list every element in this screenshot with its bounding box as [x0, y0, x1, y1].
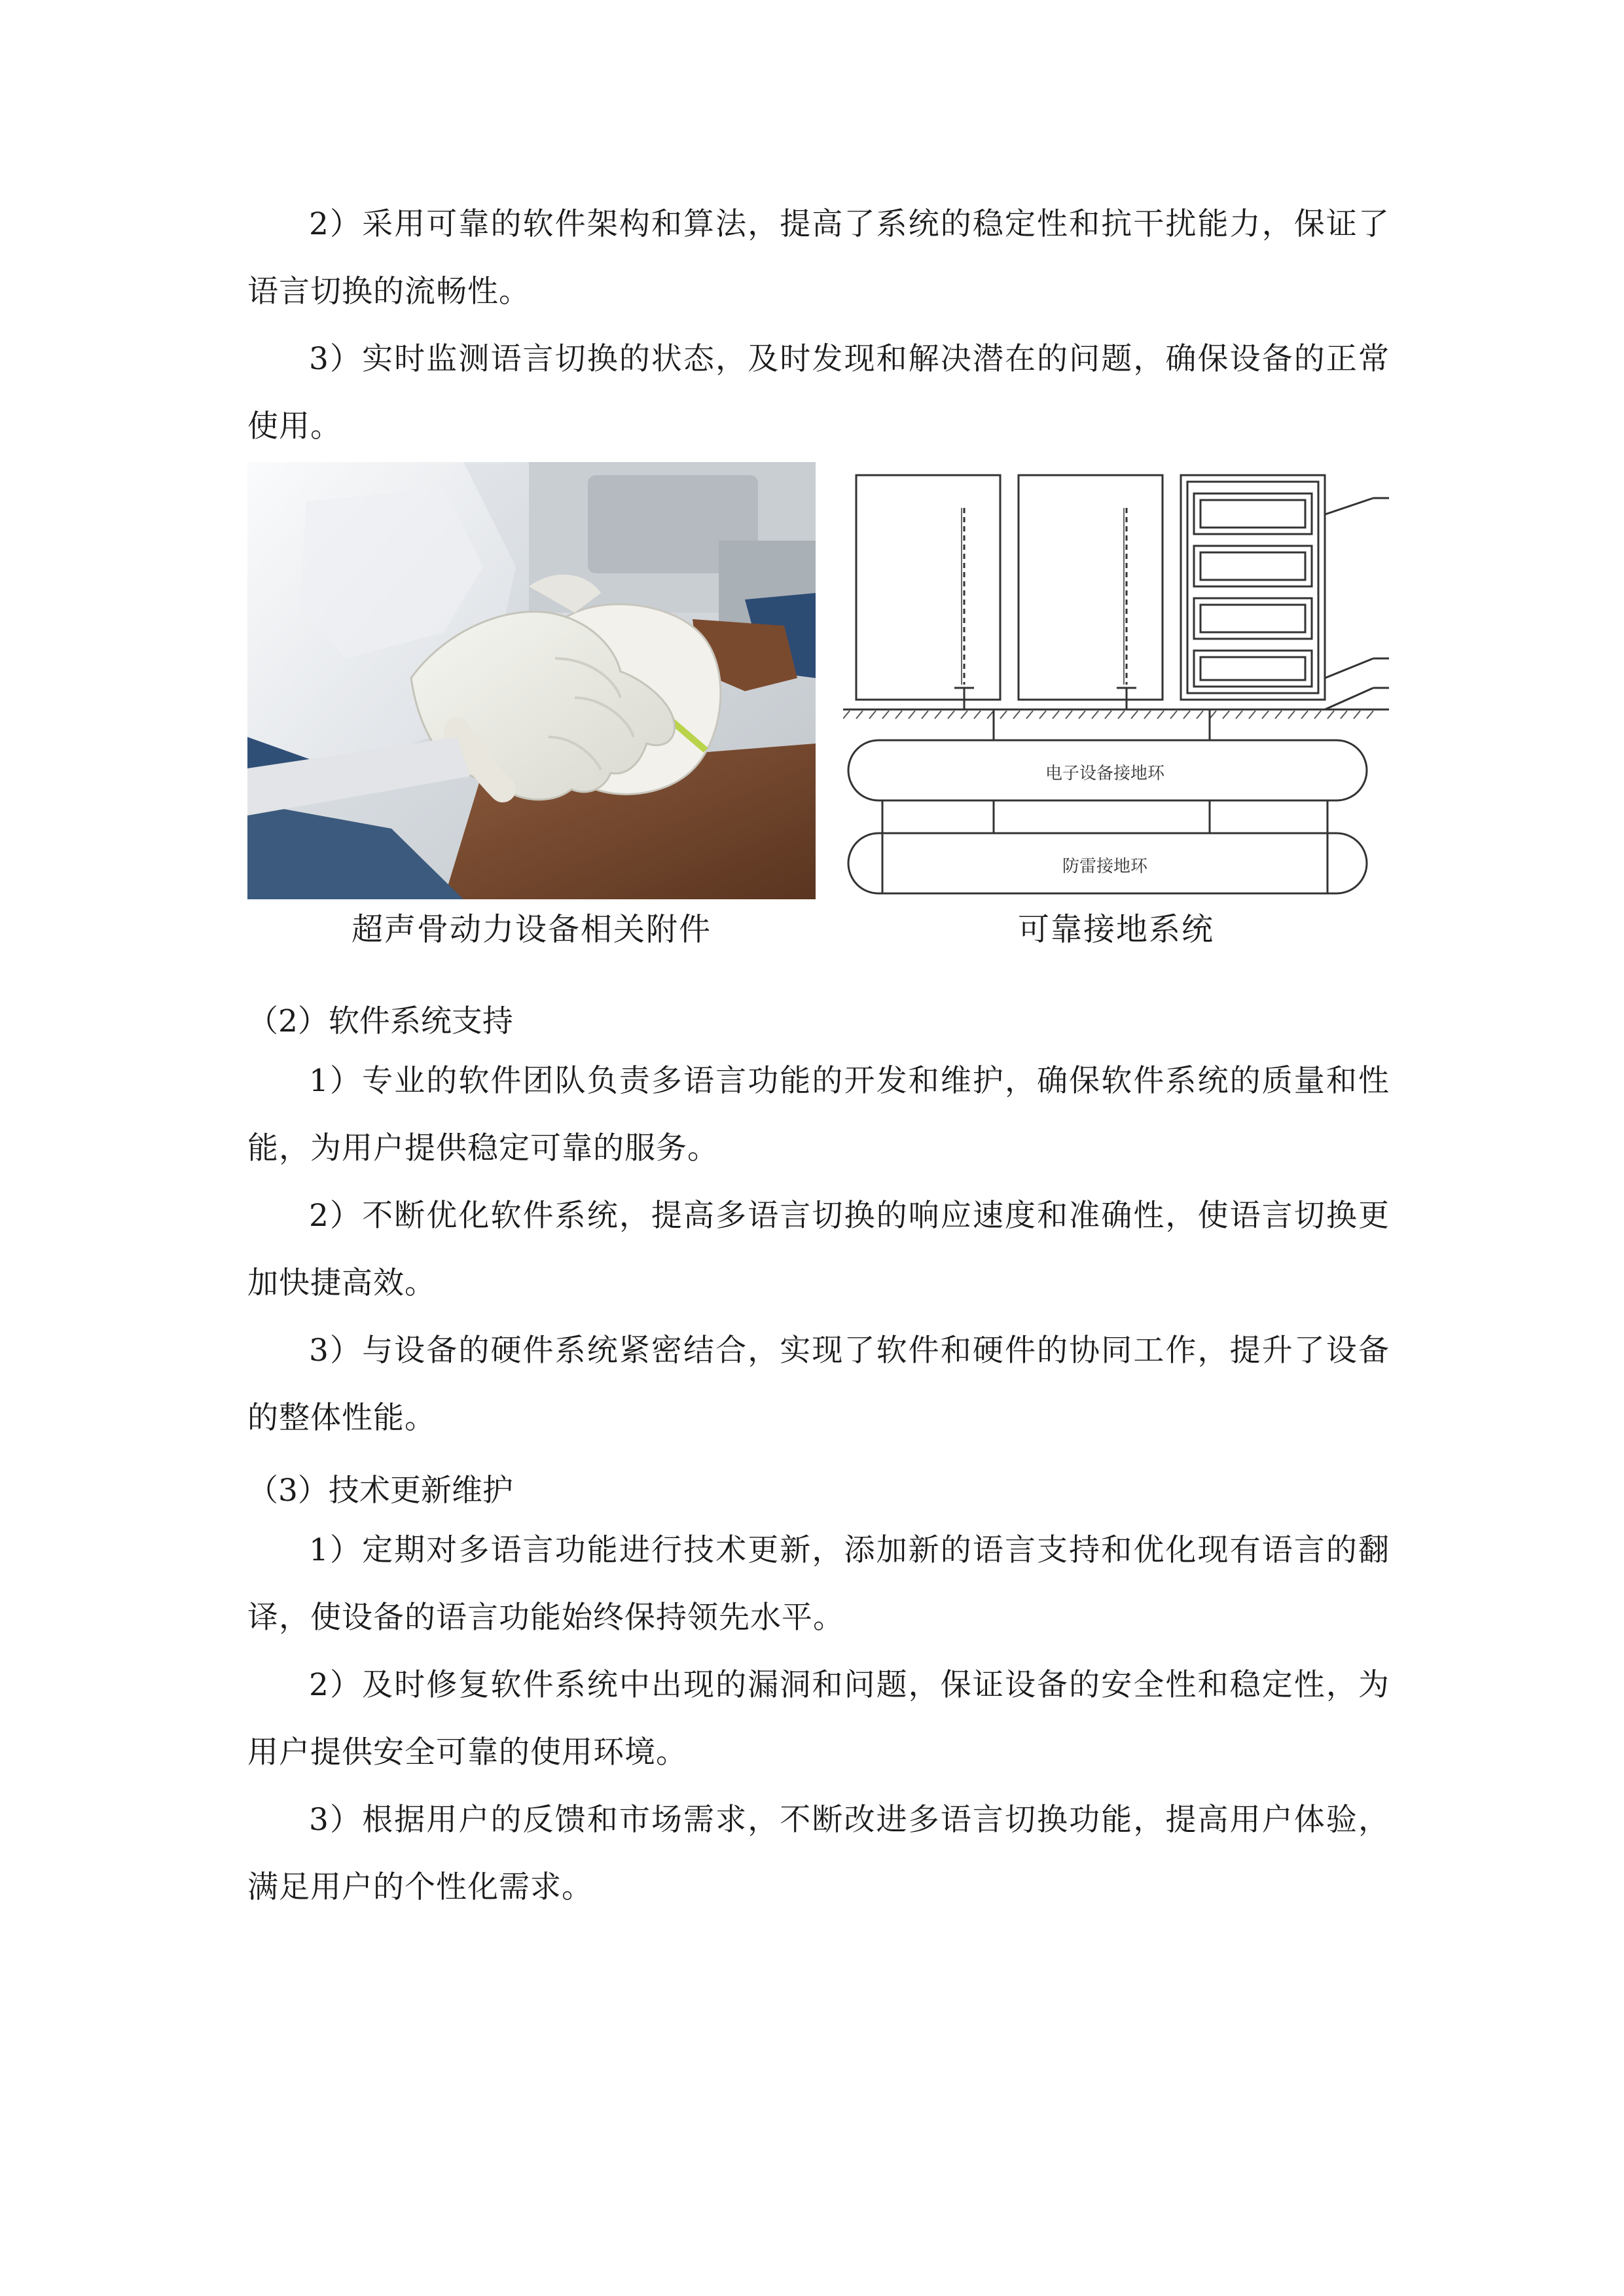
ultrasound-accessory-photo — [247, 462, 816, 899]
section-heading-update: （3）技术更新维护 — [247, 1473, 513, 1509]
paragraph-software-hardware: 3）与设备的硬件系统紧密结合，实现了软件和硬件的协同工作，提升了设备的整体性能。 — [247, 1333, 1390, 1436]
lightning-grounding-ring-label: 防雷接地环 — [1062, 857, 1148, 876]
paragraph-stability: 2）采用可靠的软件架构和算法，提高了系统的稳定性和抗干扰能力，保证了语言切换的流畅性。 — [247, 206, 1390, 310]
paragraph-software-team: 1）专业的软件团队负责多语言功能的开发和维护，确保软件系统的质量和性能，为用户提供稳定可靠的服务。 — [247, 1063, 1390, 1166]
paragraph-update-fixes: 2）及时修复软件系统中出现的漏洞和问题，保证设备的安全性和稳定性，为用户提供安全可靠的使用环境。 — [247, 1667, 1390, 1770]
paragraph-monitoring: 3）实时监测语言切换的状态，及时发现和解决潜在的问题，确保设备的正常使用。 — [247, 341, 1390, 444]
paragraph-software-optimize: 2）不断优化软件系统，提高多语言切换的响应速度和准确性，使语言切换更加快捷高效。 — [247, 1198, 1390, 1301]
figure-caption-ultrasound: 超声骨动力设备相关附件 — [351, 911, 712, 948]
electronic-grounding-ring-label: 电子设备接地环 — [1045, 764, 1165, 783]
grounding-system-diagram — [843, 462, 1389, 899]
paragraph-update-feedback: 3）根据用户的反馈和市场需求，不断改进多语言切换功能，提高用户体验，满足用户的个性化需求。 — [247, 1802, 1390, 1905]
paragraph-update-languages: 1）定期对多语言功能进行技术更新，添加新的语言支持和优化现有语言的翻译，使设备的语言功能始终保持领先水平。 — [247, 1532, 1390, 1636]
figure-caption-grounding: 可靠接地系统 — [1017, 911, 1214, 948]
section-heading-software: （2）软件系统支持 — [247, 1003, 513, 1039]
